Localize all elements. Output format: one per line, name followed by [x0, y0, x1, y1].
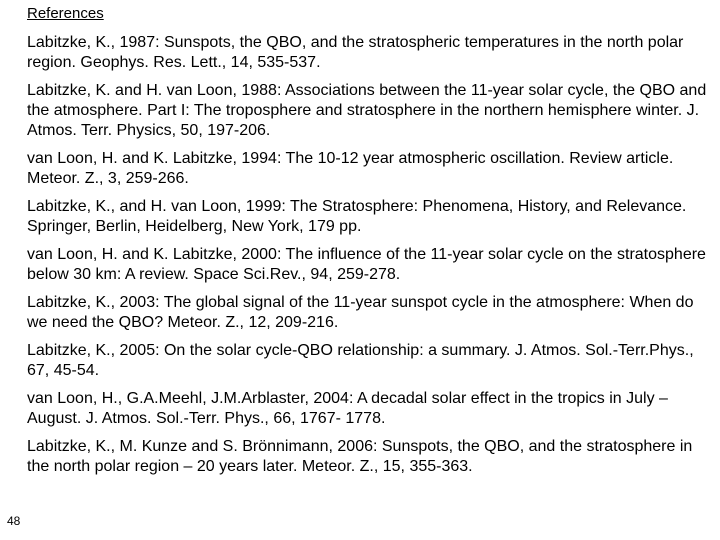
reference-item: Labitzke, K., M. Kunze and S. Brönnimann, 2006: Sunspots, the QBO, and the stratosphere in the north polar region – 20 years later. Meteor. Z., 15, 355-363. [27, 438, 693, 475]
reference-item: Labitzke, K., and H. van Loon, 1999: The Stratosphere: Phenomena, History, and Relevance. Springer, Berlin, Heidelberg, New York, 179 pp. [27, 198, 687, 235]
reference-item: Labitzke, K., 2003: The global signal of the 11-year sunspot cycle in the atmosphere: When do we need the QBO? Meteor. Z., 12, 209-216. [27, 294, 694, 331]
reference-item: Labitzke, K. and H. van Loon, 1988: Associations between the 11-year solar cycle, the QBO and the atmosphere. Part I: The troposphere and stratosphere in the northern hemisphere winter. J. Atmos. Terr. Physics, 50, 197-206. [27, 82, 707, 139]
reference-item: van Loon, H. and K. Labitzke, 2000: The influence of the 11-year solar cycle on the stratosphere below 30 km: A review. Space Sci.Rev., 94, 259-278. [27, 246, 706, 283]
reference-list [27, 33, 707, 485]
reference-item: van Loon, H., G.A.Meehl, J.M.Arblaster, 2004: A decadal solar effect in the tropics in July – August. J. Atmos. Sol.-Terr. Phys., 66, 1767- 1778. [27, 390, 668, 427]
page-number: 48 [7, 514, 21, 528]
reference-item: Labitzke, K., 1987: Sunspots, the QBO, and the stratospheric temperatures in the north polar region. Geophys. Res. Lett., 14, 535-537. [27, 34, 684, 71]
reference-item: van Loon, H. and K. Labitzke, 1994: The 10-12 year atmospheric oscillation. Review article. Meteor. Z., 3, 259-266. [27, 150, 674, 187]
references-heading: References [27, 5, 104, 22]
reference-item: Labitzke, K., 2005: On the solar cycle-QBO relationship: a summary. J. Atmos. Sol.-Terr.Phys., 67, 45-54. [27, 342, 694, 379]
